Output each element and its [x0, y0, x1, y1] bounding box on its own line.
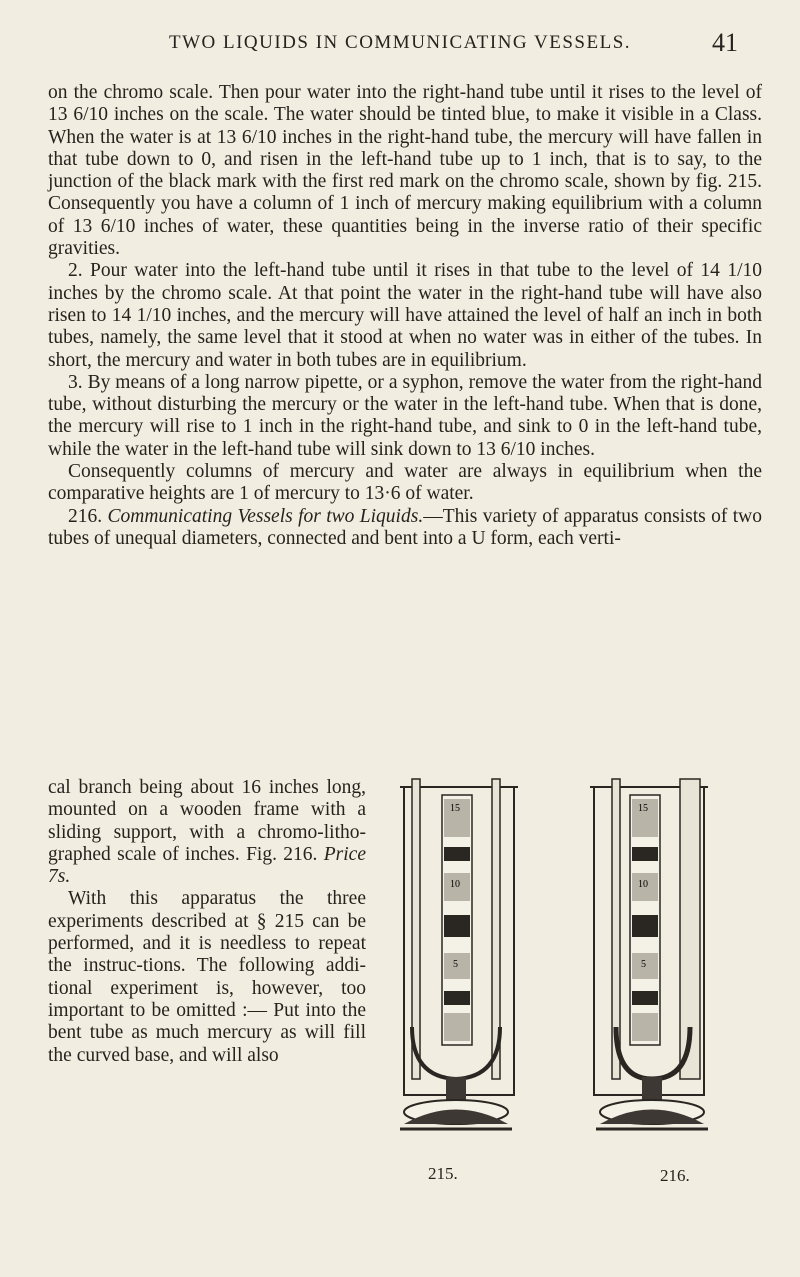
wrapped-text	[48, 777, 366, 1067]
figure-216-apparatus	[590, 779, 708, 1129]
paragraph-7: With this apparatus the three experiments described at § 215 can be performed, and it is needless to repeat the instruc-tions. The following addi-tional experiment is, however, too important to be omitted :— Put into the bent tube as much mercury as will fill the curved base, and will also	[48, 888, 366, 1066]
page-number: 41	[712, 28, 738, 57]
section-text: —This variety of apparatus consists of two tubes of unequal diameters, connected and bent into a U form, each verti-	[48, 505, 763, 549]
figure-215-label: 215.	[428, 1164, 458, 1183]
scale-216-mark-15: 15	[638, 803, 648, 814]
figure-216-label: 216.	[660, 1166, 690, 1185]
paragraph-4: Consequently columns of mercury and water are always in equilibrium when the comparative heights are 1 of mercury to 13·6 of water.	[48, 461, 762, 505]
main-text	[48, 82, 762, 550]
scale-216-mark-5: 5	[641, 959, 646, 970]
section-title: Communicating Vessels for two Liquids.	[107, 505, 424, 527]
paragraph-5	[48, 506, 762, 551]
paragraph-6-text: cal branch being about 16 inches long, mounted on a wooden frame with a sliding support, with a chromo-litho-graphed scale of inches. Fig. 216.	[48, 777, 366, 865]
paragraph-2: 2. Pour water into the left-hand tube until it rises in that tube to the level of 14 1/10 inches by the chromo scale. At that point the water in the right-hand tube will have also risen to 14 1/10 inches, and the mercury will have attained the level of half an inch in both tubes, namely, the same level that it stood at when no water was in either of the tubes. In short, the mercury and water in both tubes are in equilibrium.	[48, 260, 762, 371]
paragraph-3: 3. By means of a long narrow pipette, or a syphon, remove the water from the right-hand tube, without disturbing the mercury or the water in the left-hand tube. When that is done, the mercury will rise to 1 inch in the right-hand tube, and sink to 0 in the left-hand tube, while the water in the left-hand tube will sink down to 13 6/10 inches.	[48, 371, 762, 460]
scale-215-mark-15: 15	[450, 803, 460, 814]
running-head: TWO LIQUIDS IN COMMUNICATING VESSELS.	[168, 32, 632, 53]
scale-215-mark-5: 5	[453, 959, 458, 970]
section-number: 216.	[68, 505, 103, 527]
paragraph-6	[48, 777, 366, 888]
figure-215-apparatus	[400, 779, 518, 1129]
scale-216-mark-10: 10	[638, 879, 648, 890]
paragraph-1: on the chromo scale. Then pour water into the right-hand tube until it rises to the level of 13 6/10 inches on the scale. The water should be tinted blue, to make it visible in a Class. When the water is at 13 6/10 inches in the right-hand tube, the mercury will have fallen in that tube down to 0, and risen in the left-hand tube up to 1 inch, that is to say, to the junction of the black mark with the first red mark on the chromo scale, shown by fig. 215. Consequently you have a column of 1 inch of mercury making equilibrium with a column of 13 6/10 inches of water, these quantities being in the inverse ratio of their specific gravities.	[48, 82, 762, 260]
figures	[390, 777, 720, 1207]
price: Price 7s.	[48, 843, 366, 888]
page-header	[0, 28, 800, 62]
figure-illustrations	[390, 777, 720, 1167]
scale-215-mark-10: 10	[450, 879, 460, 890]
